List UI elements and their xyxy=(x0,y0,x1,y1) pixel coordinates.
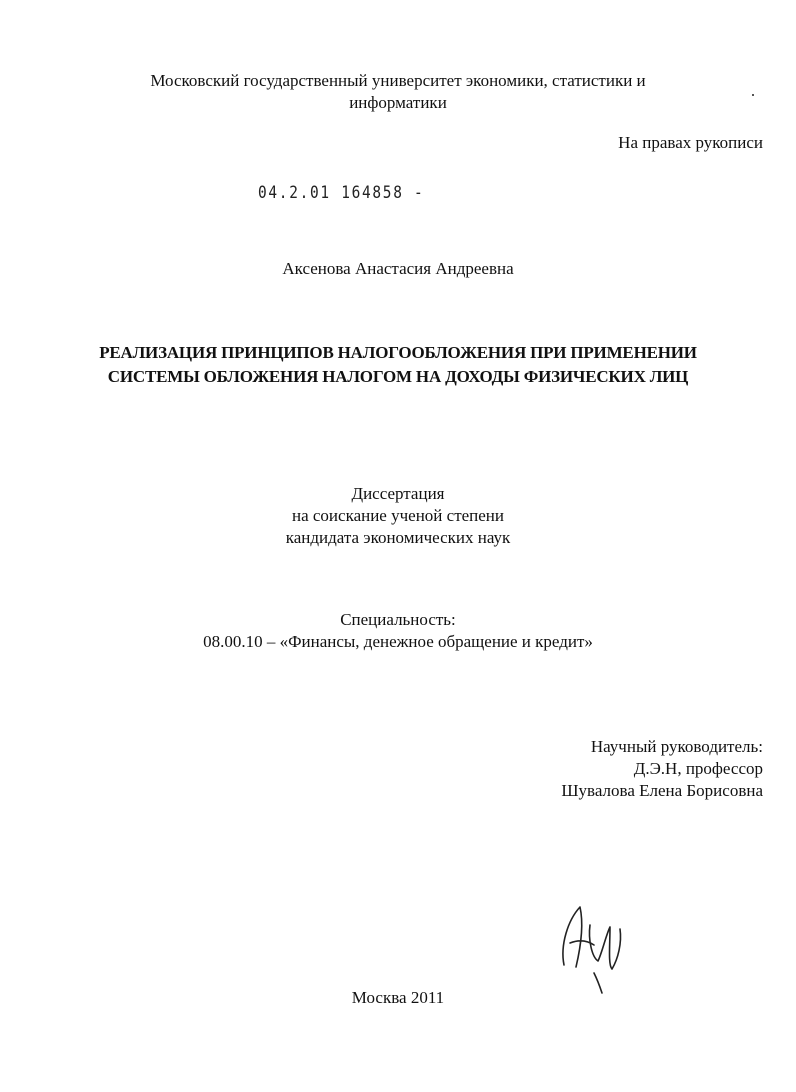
signature-icon xyxy=(550,895,630,995)
specialty-label: Специальность: xyxy=(340,610,456,629)
work-type-line3: кандидата экономических наук xyxy=(285,528,511,547)
manuscript-rights: На правах рукописи xyxy=(618,133,763,152)
registration-number-stamp: 04.2.01 164858 - xyxy=(258,183,425,203)
supervisor-degree: Д.Э.Н, профессор xyxy=(633,759,763,778)
dissertation-title-line2: СИСТЕМЫ ОБЛОЖЕНИЯ НАЛОГОМ НА ДОХОДЫ ФИЗИЧЕСКИХ ЛИЦ xyxy=(107,367,689,386)
university-name-line1: Московский государственный университет экономики, статистики и xyxy=(150,71,646,90)
city-year: Москва 2011 xyxy=(351,988,445,1007)
work-type-line1: Диссертация xyxy=(351,484,445,503)
work-type-line2: на соискание ученой степени xyxy=(291,506,505,525)
author-name: Аксенова Анастасия Андреевна xyxy=(282,259,514,278)
dissertation-title-line1: РЕАЛИЗАЦИЯ ПРИНЦИПОВ НАЛОГООБЛОЖЕНИЯ ПРИ ПРИМЕНЕНИИ xyxy=(99,343,697,362)
supervisor-name: Шувалова Елена Борисовна xyxy=(561,781,763,800)
scan-speck xyxy=(752,94,754,96)
supervisor-label: Научный руководитель: xyxy=(590,737,763,756)
specialty-value: 08.00.10 – «Финансы, денежное обращение и кредит» xyxy=(203,632,593,651)
university-name-line2: информатики xyxy=(349,93,447,112)
